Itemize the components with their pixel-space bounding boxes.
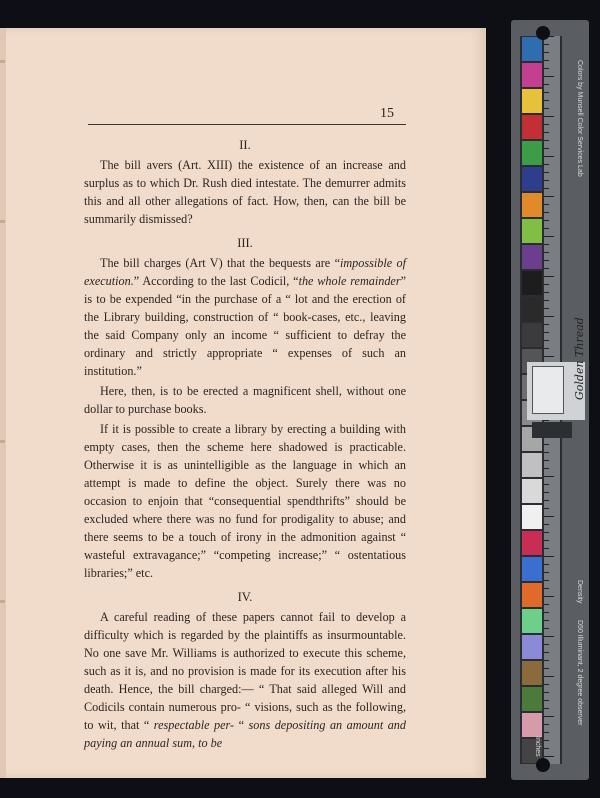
color-swatch: [522, 245, 542, 269]
color-swatch: [522, 505, 542, 529]
ruler-tick: [544, 244, 549, 245]
ruler-tick: [544, 652, 549, 653]
ruler-tick: [544, 676, 554, 677]
ruler-tick: [544, 452, 549, 453]
ruler-tick: [544, 212, 549, 213]
color-swatch: [522, 89, 542, 113]
ruler-tick: [544, 60, 549, 61]
paragraph: The bill charges (Art V) that the bequests are “impossible of execution.” According to the last Codicil, “the whole remainder” is to be expended “in the purchase of a “ lot and the erection of the Library building, construction of “ book-cases, etc., leaving the said Company only an income “ sufficient to defray the ordinary and strictly appropriate “ expenses of such an institution.”: [84, 256, 406, 378]
ruler-tick: [544, 356, 554, 357]
color-swatch: [522, 583, 542, 607]
ruler-tick: [544, 348, 549, 349]
ruler-tick: [544, 172, 549, 173]
ruler-tick: [544, 116, 554, 117]
ruler-tick: [544, 668, 549, 669]
ruler-tick: [544, 300, 549, 301]
color-swatch: [522, 271, 542, 295]
ruler-tick: [544, 724, 549, 725]
ruler-tick: [544, 660, 549, 661]
binding-mark: [0, 60, 5, 63]
logo-tab: [532, 422, 572, 438]
section-heading: IV.: [237, 590, 253, 604]
color-swatch: [522, 609, 542, 633]
binding-mark: [0, 600, 5, 603]
binding-mark: [0, 440, 5, 443]
ruler-tick: [544, 148, 549, 149]
color-swatch: [522, 557, 542, 581]
ruler-tick: [544, 684, 549, 685]
ruler-tick: [544, 516, 554, 517]
color-swatch: [522, 479, 542, 503]
page-edge: [0, 28, 6, 778]
page-number: 15: [380, 106, 394, 121]
ruler-tick: [544, 276, 554, 277]
section-heading: II.: [239, 138, 251, 152]
color-swatch: [522, 297, 542, 321]
color-swatch: [522, 635, 542, 659]
ruler-tick: [544, 76, 554, 77]
ruler-tick: [544, 332, 549, 333]
color-swatch: [522, 453, 542, 477]
card-hole: [536, 26, 550, 40]
color-swatch: [522, 63, 542, 87]
ruler-tick: [544, 228, 549, 229]
ruler-tick: [544, 204, 549, 205]
paragraph: Here, then, is to be erected a magnificent shell, without one dollar to purchase books.: [84, 384, 406, 416]
ruler-tick: [544, 596, 554, 597]
ruler-tick: [544, 700, 549, 701]
ruler-tick: [544, 620, 549, 621]
target-logo-icon: [532, 366, 564, 414]
ruler-tick: [544, 508, 549, 509]
ruler-tick: [544, 612, 549, 613]
ruler-tick: [544, 52, 549, 53]
color-swatch: [522, 687, 542, 711]
ruler-tick: [544, 460, 549, 461]
paragraph: If it is possible to create a library by erecting a building with empty cases, then the scheme here shadowed is practicable. Otherwise it is as unintelligible as the language in which an attempt is made to define the object. Surely there was no occasion to enjoin that “consequential spendthrifts” should be excluded where there was no fund for prodigality to abuse; and there seems to be a touch of irony in the admonition against “ wasteful extravagance;” “competing increase;” “ ostentatious libraries;” etc.: [84, 422, 406, 580]
ruler-tick: [544, 180, 549, 181]
ruler-tick: [544, 468, 549, 469]
ruler-tick: [544, 740, 549, 741]
ruler-tick: [544, 628, 549, 629]
ruler-tick: [544, 564, 549, 565]
ruler-tick: [544, 340, 549, 341]
ruler-tick: [544, 236, 554, 237]
brand-text: Golden Thread: [573, 317, 586, 400]
ruler-tick: [544, 484, 549, 485]
color-swatch: [522, 219, 542, 243]
ruler-tick: [544, 748, 549, 749]
ruler-tick: [544, 420, 549, 421]
ruler-tick: [544, 292, 549, 293]
paragraph: The bill avers (Art. XIII) the existence of an increase and surplus as to which Dr. Rush died intestate. The demurrer admits this and all other allegations of fact. How, then, can the bill be summarily dismissed?: [84, 158, 406, 226]
ruler-tick: [544, 324, 549, 325]
ruler-tick: [544, 164, 549, 165]
ruler-tick: [544, 316, 554, 317]
illuminant-text: D50 Illuminant, 2 degree observer: [576, 620, 583, 726]
ruler-tick: [544, 444, 549, 445]
color-swatch: [522, 531, 542, 555]
ruler-tick: [544, 284, 549, 285]
ruler-tick: [544, 476, 554, 477]
ruler-tick: [544, 716, 554, 717]
ruler-tick: [544, 132, 549, 133]
ruler-tick: [544, 196, 554, 197]
ruler-tick: [544, 540, 549, 541]
ruler-tick: [544, 492, 549, 493]
color-swatch: [522, 115, 542, 139]
ruler-tick: [544, 308, 549, 309]
ruler-tick: [544, 572, 549, 573]
ruler-tick: [544, 260, 549, 261]
header-rule: [88, 124, 406, 125]
ruler-tick: [544, 108, 549, 109]
color-swatch: [522, 167, 542, 191]
ruler-tick: [544, 268, 549, 269]
color-swatch: [522, 661, 542, 685]
page-text: [84, 136, 406, 754]
ruler-tick: [544, 68, 549, 69]
ruler-tick: [544, 532, 549, 533]
binding-mark: [0, 220, 5, 223]
ruler-tick: [544, 188, 549, 189]
ruler-tick: [544, 100, 549, 101]
ruler-tick: [544, 252, 549, 253]
ruler-tick: [544, 220, 549, 221]
ruler-tick: [544, 604, 549, 605]
color-swatch: [522, 323, 542, 347]
color-swatch: [522, 193, 542, 217]
ruler-tick: [544, 124, 549, 125]
paragraph: A careful reading of these papers cannot fail to develop a difficulty which is regarded by the plaintiffs as insurmountable. No one save Mr. Williams is authorized to execute this scheme, such as it is, and no provision is made for its execution after his death. Hence, the bill charged:— “ That said alleged Will and Codicils contain numerous pro- “ visions, such as the following, to wit, that “ respectable per- “ sons depositing an amount and paying an annual sum, to be: [84, 610, 406, 750]
ruler-tick: [544, 84, 549, 85]
density-label: Density: [576, 580, 583, 604]
color-swatch: [522, 37, 542, 61]
ruler-tick: [544, 92, 549, 93]
color-swatch: [522, 141, 542, 165]
card-hole: [536, 758, 550, 772]
section-heading: III.: [237, 236, 253, 250]
ruler-tick: [544, 636, 554, 637]
ruler-tick: [544, 644, 549, 645]
ruler-tick: [544, 756, 554, 757]
ruler-tick: [544, 524, 549, 525]
ruler-tick: [544, 556, 554, 557]
lab-text: Colors by Munsell Color Services Lab: [576, 60, 583, 177]
ruler-tick: [544, 588, 549, 589]
ruler-tick: [544, 548, 549, 549]
inches-label: Inches: [534, 736, 541, 757]
ruler-tick: [544, 732, 549, 733]
ruler-tick: [544, 156, 554, 157]
ruler-tick: [544, 692, 549, 693]
ruler-tick: [544, 500, 549, 501]
ruler-tick: [544, 44, 549, 45]
ruler-tick: [544, 580, 549, 581]
ruler-tick: [544, 708, 549, 709]
ruler-tick: [544, 140, 549, 141]
color-swatch: [522, 713, 542, 737]
